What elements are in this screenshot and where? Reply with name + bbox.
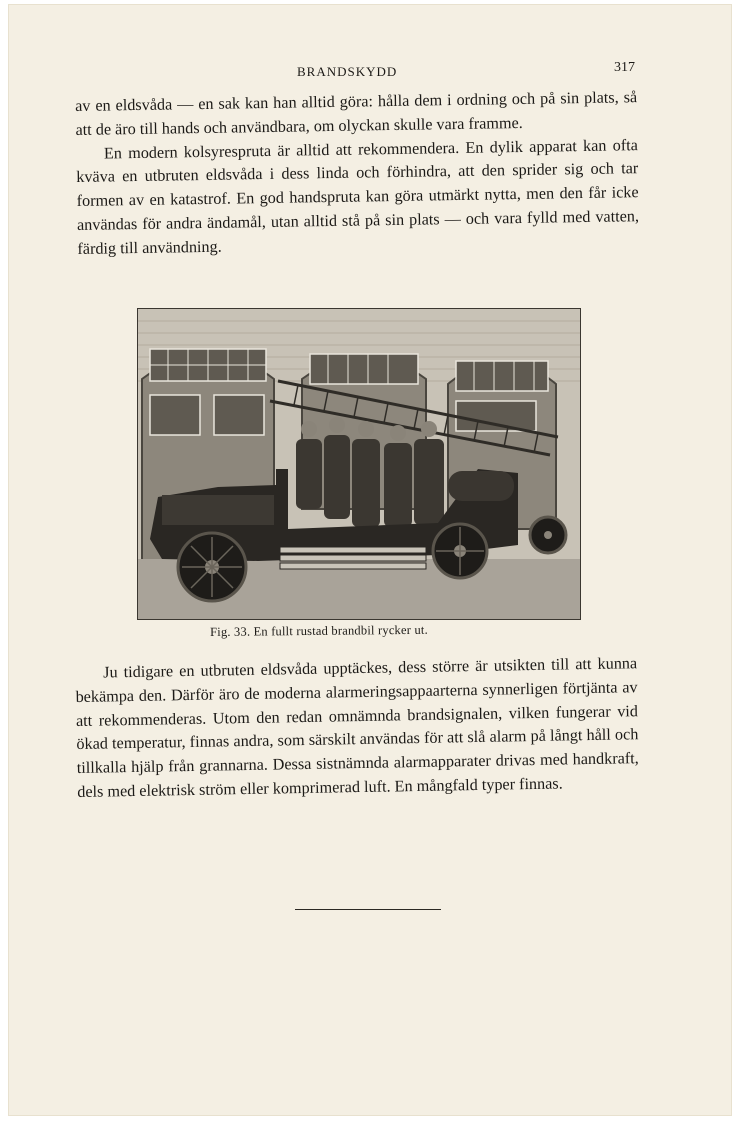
body-text-top [75, 86, 640, 261]
paragraph-fire-extinguisher: En modern kolsyrespruta är alltid att rekommendera. En dylik apparat kan ofta kväva en utbruten eldsvåda i dess linda och förhindra, att den sprider sig och tar formen av en katastrof. En god handspruta kan göra utmärkt nytta, men den får icke användas för andra ändamål, utan alltid stå på sin plats — och vara fylld med vatten, färdig till användning. [76, 135, 640, 258]
paragraph-alarm-devices: Ju tidigare en utbruten eldsvåda upptäckes, dess större är utsikten till att kunna bekämpa den. Därför äro de moderna alarmeringsappaarterna synnerligen förtjänta av att rekommenderas. Utom den redan omnämnda brandsignalen, vilken fungerar vid ökad temperatur, finnas andra, som särskilt användas för att slå alarm på långt håll och tillkalla hjälp från grannarna. Dessa sistnämnda alarmapparater drivas med handkraft, dels med elektrisk ström eller komprimerad luft. En mångfald typer finnas. [75, 654, 639, 801]
body-text-bottom [75, 652, 639, 805]
section-end-rule [295, 909, 441, 910]
fire-truck-photo [137, 308, 581, 620]
page-header [0, 60, 742, 84]
figure-caption: Fig. 33. En fullt rustad brandbil rycker ut. [210, 622, 428, 639]
paragraph-continued: av en eldsvåda — en sak kan han alltid göra: hålla dem i ordning och på sin plats, så att de äro till hands och användbara, om olyckan skulle vara framme. [75, 88, 638, 139]
page-number: 317 [614, 60, 635, 75]
running-title: BRANDSKYDD [297, 64, 398, 79]
